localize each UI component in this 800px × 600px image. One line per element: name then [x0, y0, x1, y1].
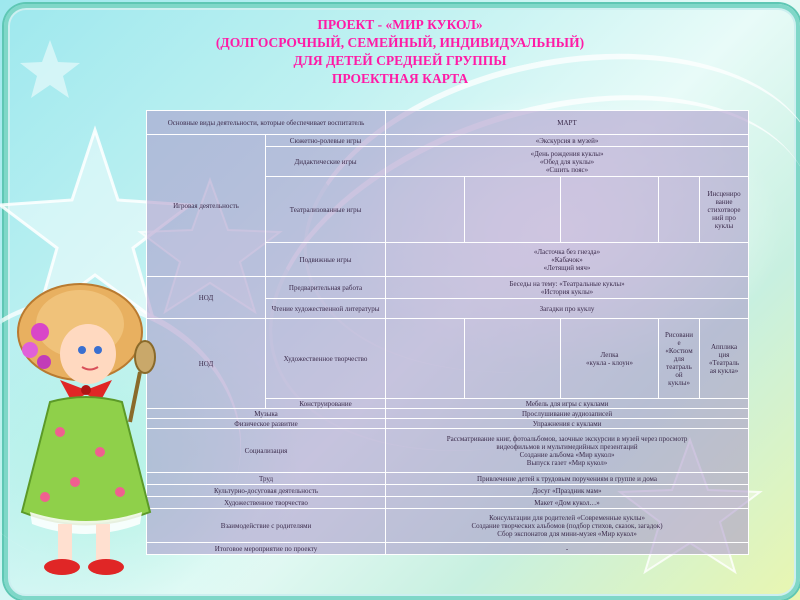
title-line: ПРОЕКТ - «МИР КУКОЛ» [317, 17, 483, 32]
doll-girl-illustration [0, 262, 175, 582]
cell-physical-value: Упражнения с куклами [386, 419, 749, 429]
cell-leisure-label: Культурно-досуговая деятельность [147, 485, 386, 497]
cell-line: ция [718, 350, 730, 359]
cell-line: Рассматривание книг, фотоальбомов, заочные экскурсии в музей через просмотр [446, 434, 688, 443]
cell-line: Создание творческих альбомов (подбор стихов, сказок, загадок) [471, 521, 663, 530]
cell-role-games-label: Сюжетно-ролевые игры [266, 135, 386, 147]
title-line: ДЛЯ ДЕТЕЙ СРЕДНЕЙ ГРУППЫ [293, 53, 507, 68]
cell-line: стихотворе [707, 205, 741, 214]
cell-mobile-label: Подвижные игры [266, 243, 386, 277]
slide-title [150, 16, 650, 88]
cell-line: Сбор экспонатов для мини-музея «Мир кукол» [497, 529, 637, 538]
cell-mobile-value [386, 243, 749, 277]
cell-game-activity: Игровая деятельность [147, 135, 266, 277]
cell-line: Апплика [710, 342, 738, 351]
cell-final-value: - [386, 543, 749, 555]
project-map-table [146, 110, 749, 555]
cell-line: «Костюм [665, 346, 693, 355]
cell-line: Беседы на тему: «Театральные куклы» [509, 279, 625, 288]
cell-construct-value: Мебель для игры с куклами [386, 399, 749, 409]
cell-line: ой [675, 370, 683, 379]
cell-construct-label: Конструирование [266, 399, 386, 409]
cell-applique [700, 319, 749, 399]
cell-lepka [561, 319, 659, 399]
cell-line: «Летящий мяч» [543, 263, 591, 272]
cell-empty [386, 177, 465, 243]
cell-line: «День рождения куклы» [530, 149, 604, 158]
title-line: ПРОЕКТНАЯ КАРТА [331, 71, 469, 86]
cell-line: Выпуск газет «Мир кукол» [526, 458, 608, 467]
cell-reading-label: Чтение художественной литературы [266, 299, 386, 319]
cell-line: ний про [712, 213, 736, 222]
star-shape [20, 40, 80, 98]
cell-art-creativity-label: Художественное творчество [147, 497, 386, 509]
cell-line: Рисовани [664, 330, 694, 339]
cell-role-games-value: «Экскурсия в музей» [386, 135, 749, 147]
cell-didactic-value [386, 147, 749, 177]
cell-prelim-value [386, 277, 749, 299]
cell-line: театраль [666, 362, 692, 371]
cell-line: видеофильмов и мультимедийных презентаций [496, 442, 638, 451]
cell-line: для [673, 354, 685, 363]
cell-line: «Сшить пояс» [545, 165, 589, 174]
cell-reading-value: Загадки про куклу [386, 299, 749, 319]
cell-nod-label: НОД [147, 319, 266, 409]
cell-music-label: Музыка [147, 409, 386, 419]
cell-line: «История куклы» [540, 287, 594, 296]
cell-line: Консультации для родителей «Современные куклы» [489, 513, 645, 522]
cell-final-label: Итоговое мероприятие по проекту [147, 543, 386, 555]
cell-line: Инсцениро [707, 189, 741, 198]
cell-line: куклы [714, 221, 734, 230]
cell-art-label: Художественное творчество [266, 319, 386, 399]
header-month: МАРТ [386, 111, 749, 135]
cell-drawing [659, 319, 700, 399]
cell-empty [465, 177, 561, 243]
cell-theatre-value [700, 177, 749, 243]
cell-line: «Обед для куклы» [539, 157, 595, 166]
header-activities: Основные виды деятельности, которые обеспечивает воспитатель [147, 111, 386, 135]
cell-line: Создание альбома «Мир кукол» [519, 450, 615, 459]
cell-line: Лепка [600, 350, 619, 359]
cell-physical-label: Физическое развитие [147, 419, 386, 429]
cell-line: «кукла - клоун» [586, 358, 634, 367]
cell-labor-value: Привлечение детей к трудовым поручениям в группе и дома [386, 473, 749, 485]
cell-parents-label: Взаимодействие с родителями [147, 509, 386, 543]
cell-line: ая кукла» [709, 366, 739, 375]
cell-empty [561, 177, 659, 243]
cell-labor-label: Труд [147, 473, 386, 485]
cell-art-creativity-value: Макет «Дом кукол…» [386, 497, 749, 509]
cell-theatre-label: Театрализованные игры [266, 177, 386, 243]
cell-prelim-label: Предварительная работа [266, 277, 386, 299]
cell-line: вание [715, 197, 733, 206]
cell-didactic-label: Дидактические игры [266, 147, 386, 177]
cell-parents-value [386, 509, 749, 543]
cell-line: е [677, 338, 681, 347]
title-line: (ДОЛГОСРОЧНЫЙ, СЕМЕЙНЫЙ, ИНДИВИДУАЛЬНЫЙ) [215, 35, 585, 50]
cell-line: «Кабачок» [551, 255, 583, 264]
cell-line: куклы» [668, 378, 690, 387]
cell-empty [659, 177, 700, 243]
cell-nod-label: НОД [147, 277, 266, 319]
cell-empty [386, 319, 465, 399]
cell-empty [465, 319, 561, 399]
cell-social-value [386, 429, 749, 473]
cell-leisure-value: Досуг «Праздник мам» [386, 485, 749, 497]
cell-line: «Ласточка без гнезда» [533, 247, 601, 256]
cell-line: «Театраль [708, 358, 740, 367]
cell-social-label: Социализация [147, 429, 386, 473]
cell-music-value: Прослушивание аудиозаписей [386, 409, 749, 419]
